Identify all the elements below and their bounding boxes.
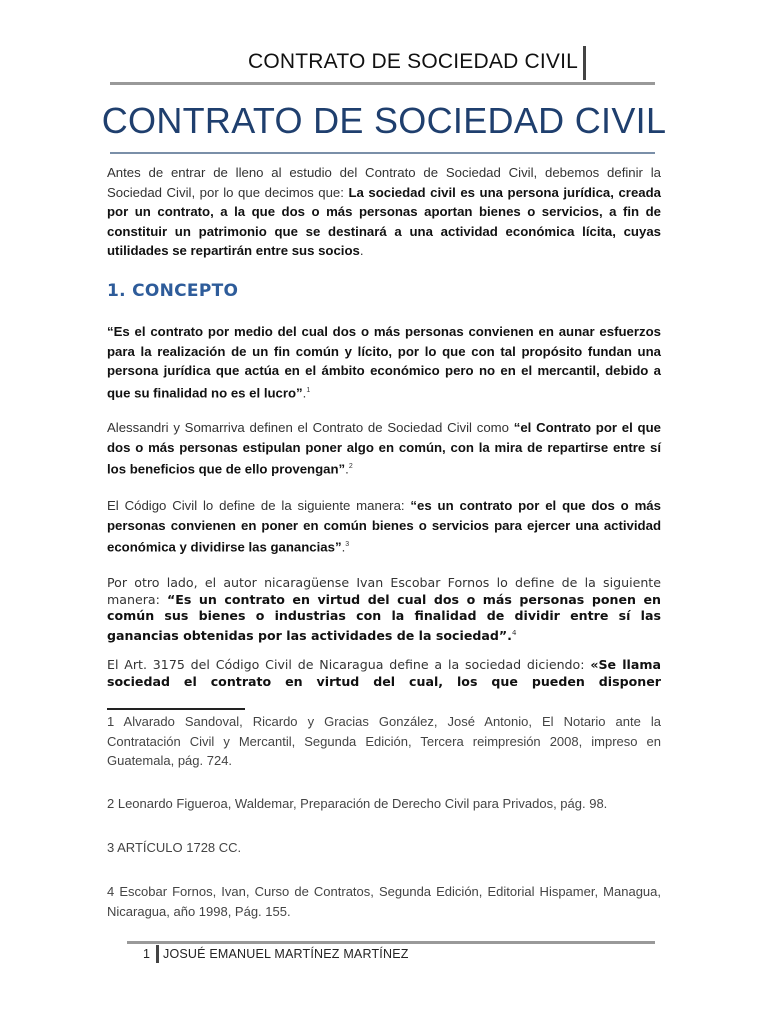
footnote-separator [107,708,245,710]
footnote-ref-4: 4 [511,628,517,637]
p2-end: . [345,461,349,477]
section-heading: 1. CONCEPTO [107,281,239,301]
escobar-paragraph [107,575,661,644]
p2-quote: “el Contrato por el que dos o más personas estipulan poner algo en común, con la mira de repartirse entre sí los beneficios que de ello provengan” [107,420,661,477]
p4-quote: “Es un contrato en virtud del cual dos o más personas ponen en común sus bienes o industrias con la finalidad de dividir entre sí las ganancias obtenidas por las actividades de la sociedad”. [107,591,661,643]
intro-paragraph [107,163,661,261]
alessandri-paragraph [107,418,661,479]
footnote-ref-1: 1 [306,386,311,394]
header-rule [110,82,655,85]
footer-divider [156,945,159,963]
header-title: CONTRATO DE SOCIEDAD CIVIL [248,50,578,73]
intro-end: . [359,243,364,258]
p1-end: . [302,384,307,400]
footer-author: JOSUÉ EMANUEL MARTÍNEZ MARTÍNEZ [163,947,409,961]
codigo-civil-paragraph [107,496,661,557]
intro-text: Antes de entrar de lleno al estudio del Contrato de Sociedad Civil, debemos definir la Sociedad Civil, por lo que decimos que: [107,165,661,200]
page-number: 1 [143,947,150,961]
p2-text: Alessandri y Somarriva definen el Contrato de Sociedad Civil como [107,420,514,435]
concept-quote-paragraph [107,322,661,402]
p5-text: El Art. 3175 del Código Civil de Nicaragua define a la sociedad diciendo: [107,657,591,672]
footer-rule [127,941,655,944]
header-divider [583,46,586,80]
p5-quote: «Se llama sociedad el contrato en virtud del cual, los que pueden disponer [107,657,661,689]
concept-quote: “Es el contrato por medio del cual dos o más personas convienen en aunar esfuerzos para la realización de un fin común y lícito, por lo que con tal propósito fundan una persona jurídica que actúa en el ámbito económico pero no en el mercantil, debido a que su finalidad no es el lucro” [107,324,661,400]
art-3175-paragraph [107,657,661,690]
p3-end: . [341,539,346,555]
footnote-3: 3 ARTÍCULO 1728 CC. [107,840,242,855]
title-rule [110,152,655,154]
p4-text: Por otro lado, el autor nicaragüense Ivan Escobar Fornos lo define de la siguiente manera: [107,575,661,607]
p3-text: El Código Civil lo define de la siguiente manera: [107,498,411,513]
footnote-2: 2 Leonardo Figueroa, Waldemar, Preparación de Derecho Civil para Privados, pág. 98. [107,796,608,811]
footnote-ref-2: 2 [348,463,353,470]
p3-quote: “es un contrato por el que dos o más personas convienen en poner en común bienes o servicios para ejercer una actividad económica y dividirse las ganancias” [107,498,661,555]
footnote-4: 4 Escobar Fornos, Ivan, Curso de Contratos, Segunda Edición, Editorial Hispamer, Managua, Nicaragua, año 1998, Pág. 155. [107,884,661,919]
page-title: CONTRATO DE SOCIEDAD CIVIL [101,100,667,141]
footnote-1: 1 Alvarado Sandoval, Ricardo y Gracias González, José Antonio, El Notario ante la Contratación Civil y Mercantil, Segunda Edición, Tercera reimpresión 2008, impreso en Guatemala, pág. 724. [107,714,661,768]
footnote-ref-3: 3 [345,541,350,548]
intro-definition: La sociedad civil es una persona jurídica, creada por un contrato, a la que dos o más personas aportan bienes o servicios, a fin de constituir un patrimonio que se destinará a una actividad económica lícita, cuyas utilidades se repartirán entre sus socios [107,184,661,258]
